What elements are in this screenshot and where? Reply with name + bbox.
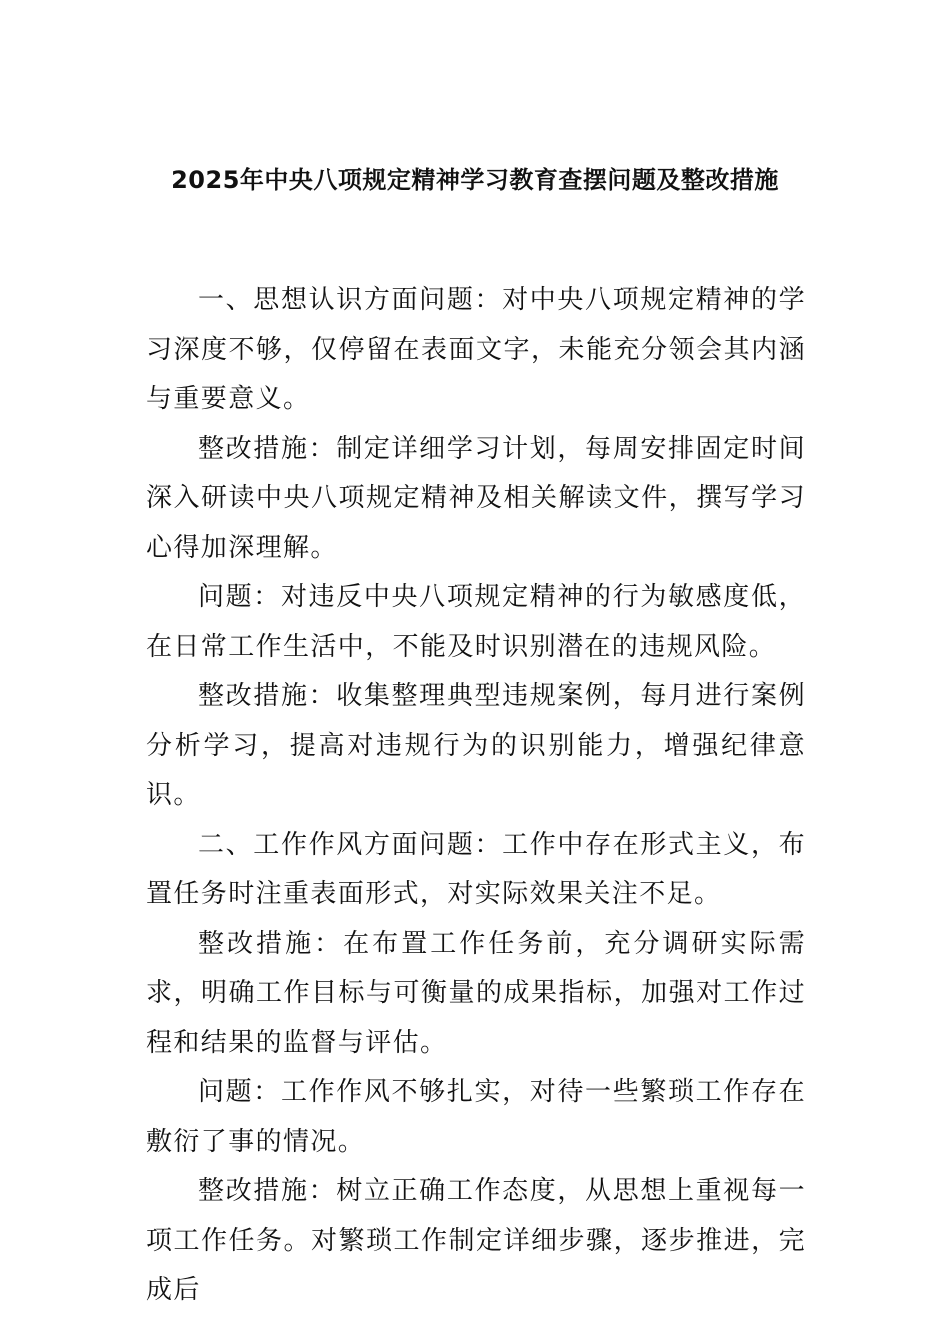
paragraph-sensitivity-measure: 整改措施：收集整理典型违规案例，每月进行案例分析学习，提高对违规行为的识别能力，增强纪律意识。 (146, 681, 806, 810)
document-title: 2025年中央八项规定精神学习教育查摆问题及整改措施 (171, 166, 779, 194)
paragraph-sensitivity-issue: 问题：对违反中央八项规定精神的行为敏感度低，在日常工作生活中，不能及时识别潜在的违规风险。 (146, 582, 806, 662)
paragraph-style-measure: 整改措施：在布置工作任务前，充分调研实际需求，明确工作目标与可衡量的成果指标，加强对工作过程和结果的监督与评估。 (146, 928, 806, 1058)
paragraph-style-issue: 二、工作作风方面问题：工作中存在形式主义，布置任务时注重表面形式，对实际效果关注不足。 (146, 829, 806, 909)
paragraph-diligence-measure: 整改措施：树立正确工作态度，从思想上重视每一项工作任务。对繁琐工作制定详细步骤，逐步推进，完成后 (146, 1176, 806, 1305)
paragraph-diligence-issue: 问题：工作作风不够扎实，对待一些繁琐工作存在敷衍了事的情况。 (146, 1077, 806, 1157)
paragraph-thought-measure: 整改措施：制定详细学习计划，每周安排固定时间深入研读中央八项规定精神及相关解读文件，撰写学习心得加深理解。 (146, 433, 806, 563)
paragraph-thought-issue: 一、思想认识方面问题：对中央八项规定精神的学习深度不够，仅停留在表面文字，未能充分领会其内涵与重要意义。 (146, 285, 806, 414)
document-body (146, 276, 806, 1316)
